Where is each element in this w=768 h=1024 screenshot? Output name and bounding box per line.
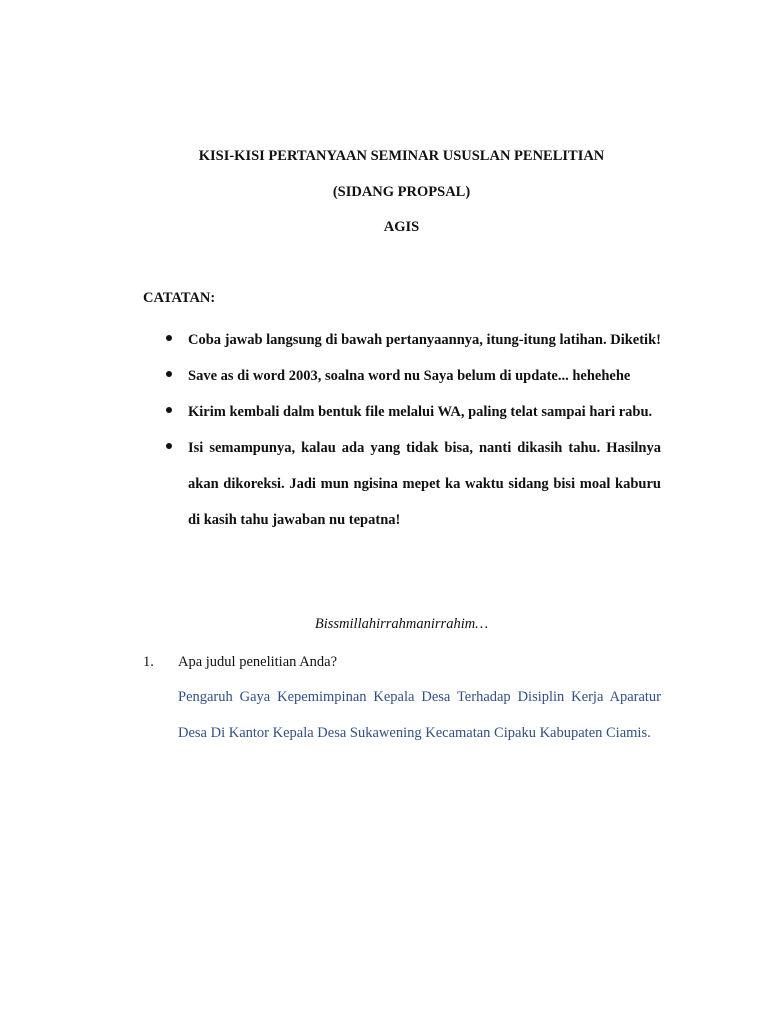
notes-heading: CATATAN: bbox=[143, 290, 216, 306]
notes-list bbox=[166, 322, 661, 538]
note-item bbox=[166, 430, 661, 538]
note-item bbox=[166, 358, 661, 394]
note-text: Coba jawab langsung di bawah pertanyaannya, itung-itung latihan. Diketik! bbox=[188, 332, 661, 348]
note-item bbox=[166, 322, 661, 358]
question-text: Apa judul penelitian Anda? bbox=[178, 654, 338, 670]
question-answer: Pengaruh Gaya Kepemimpinan Kepala Desa Terhadap Disiplin Kerja Aparatur Desa Di Kantor Kepala Desa Sukawening Kecamatan Cipaku Kabupaten Ciamis. bbox=[178, 689, 661, 741]
question-number: 1. bbox=[143, 654, 154, 670]
document-author: AGIS bbox=[383, 219, 420, 235]
document-subtitle: (SIDANG PROPSAL) bbox=[332, 184, 471, 200]
bullet-icon bbox=[166, 407, 172, 413]
bullet-icon bbox=[166, 335, 172, 341]
note-text: Kirim kembali dalm bentuk file melalui WA, paling telat sampai hari rabu. bbox=[188, 404, 653, 420]
note-item bbox=[166, 394, 661, 430]
note-text: Isi semampunya, kalau ada yang tidak bisa, nanti dikasih tahu. Hasilnya akan dikoreksi. Jadi mun ngisina mepet ka waktu sidang bisi moal kaburu di kasih tahu jawaban nu tepatna! bbox=[188, 440, 661, 528]
note-text: Save as di word 2003, soalna word nu Saya belum di update... hehehehe bbox=[188, 368, 631, 384]
opening-phrase: Bissmillahirrahmanirrahim… bbox=[314, 616, 489, 632]
bullet-icon bbox=[166, 443, 172, 449]
document-title: KISI-KISI PERTANYAAN SEMINAR USUSLAN PENELITIAN bbox=[198, 148, 605, 164]
bullet-icon bbox=[166, 371, 172, 377]
